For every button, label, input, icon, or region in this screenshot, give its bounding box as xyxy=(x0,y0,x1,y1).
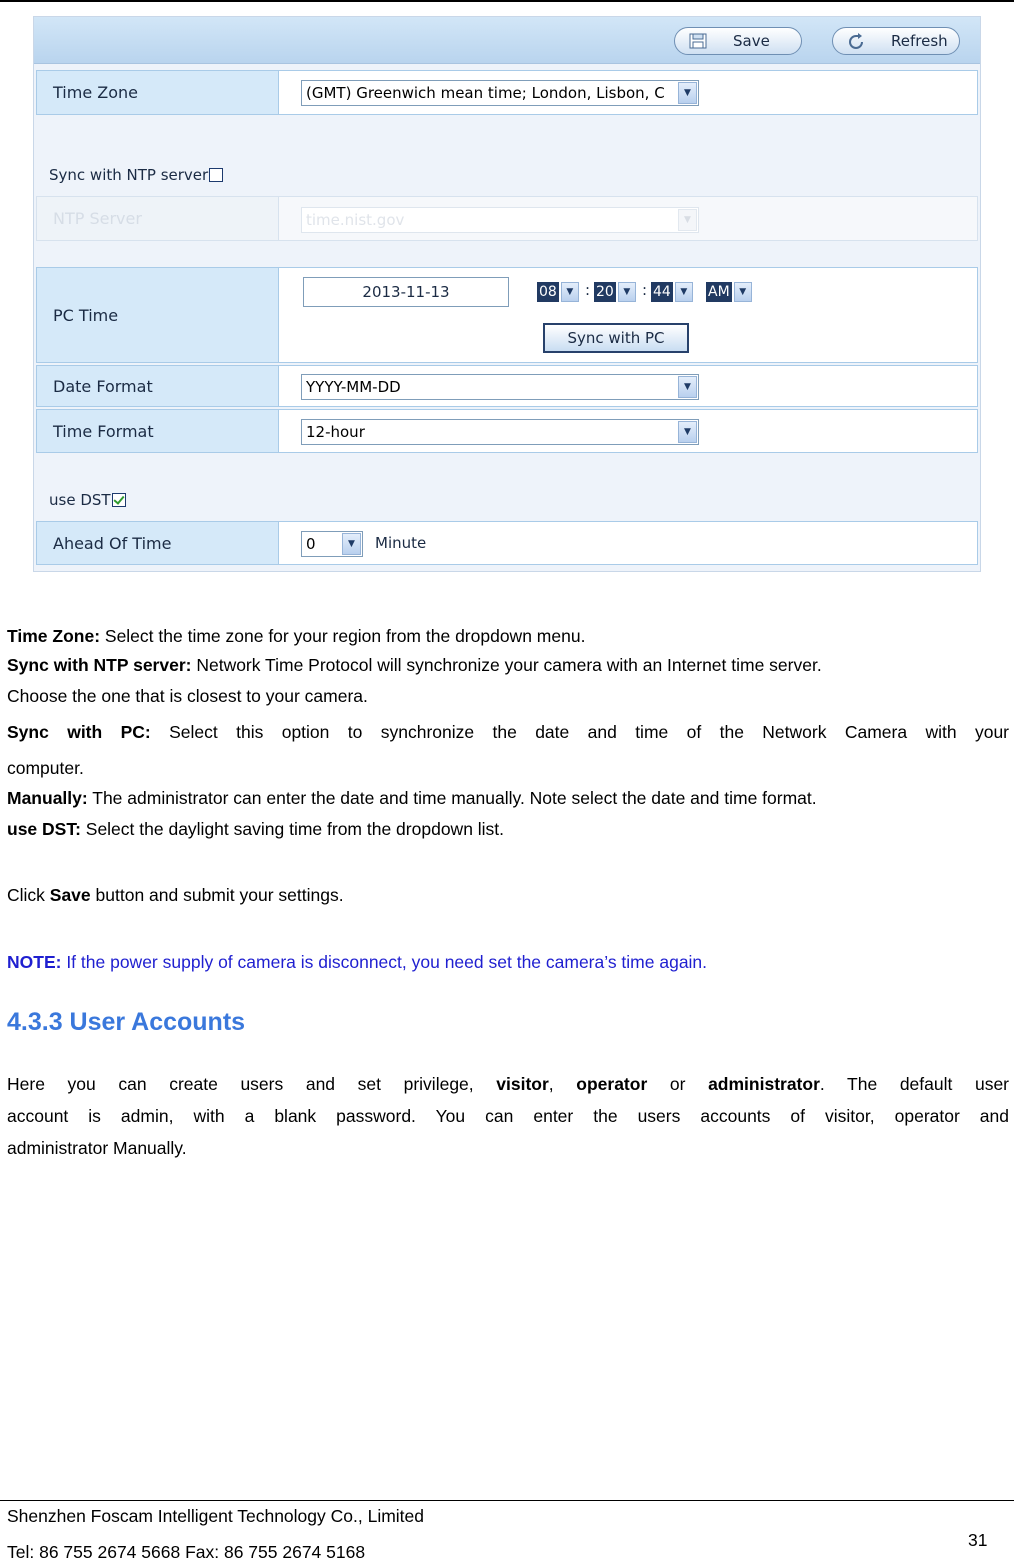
page-number: 31 xyxy=(968,1530,988,1550)
use-dst-checkbox[interactable] xyxy=(112,493,126,507)
chevron-down-icon: ▼ xyxy=(618,282,636,302)
use-dst-field xyxy=(49,490,126,510)
time-format-row xyxy=(36,409,978,453)
floppy-disk-icon xyxy=(689,33,707,49)
ntp-server-label: NTP Server xyxy=(37,197,279,240)
manually-desc: The administrator can enter the date and time manually. Note select the date and time format. xyxy=(87,788,817,808)
user-accounts-line-3: administrator Manually. xyxy=(7,1138,187,1158)
sync-pc-paragraph xyxy=(7,722,1009,743)
time-zone-desc: Select the time zone for your region from the dropdown menu. xyxy=(100,626,586,646)
chevron-down-icon: ▼ xyxy=(342,533,361,555)
user-accounts-line-1 xyxy=(7,1074,1009,1095)
pc-time-row xyxy=(36,267,978,363)
save-button-label: Save xyxy=(733,32,770,50)
date-format-label: Date Format xyxy=(37,366,279,406)
top-rule xyxy=(0,0,1014,2)
ntp-server-row xyxy=(36,196,978,241)
ahead-of-time-row xyxy=(36,521,978,565)
hour-value: 08 xyxy=(539,284,557,300)
pc-time-label: PC Time xyxy=(37,268,279,362)
time-format-select[interactable] xyxy=(301,419,699,445)
sync-ntp-label: Sync with NTP server xyxy=(49,166,209,184)
time-zone-label: Time Zone xyxy=(37,71,279,114)
ampm-select[interactable] xyxy=(706,281,752,303)
ntp-server-select[interactable] xyxy=(301,207,699,233)
time-zone-paragraph xyxy=(7,626,1009,647)
refresh-button-label: Refresh xyxy=(891,32,948,50)
minute-select[interactable] xyxy=(594,281,636,303)
time-zone-select[interactable] xyxy=(301,80,699,106)
click-save-pre: Click xyxy=(7,885,50,905)
sync-ntp-paragraph xyxy=(7,655,1009,676)
refresh-button[interactable] xyxy=(832,27,960,55)
sync-ntp-checkbox[interactable] xyxy=(209,168,223,182)
ahead-of-time-select[interactable] xyxy=(301,531,363,557)
sync-pc-paragraph-cont: computer. xyxy=(7,758,84,778)
user-accounts-line-2: account is admin, with a blank password. You can enter the users accounts of visitor, operator and xyxy=(7,1106,1009,1126)
sync-ntp-desc: Network Time Protocol will synchronize your camera with an Internet time server. xyxy=(191,655,822,675)
time-separator: : xyxy=(642,281,648,299)
time-zone-term: Time Zone: xyxy=(7,626,101,646)
date-format-value: YYYY-MM-DD xyxy=(306,378,401,396)
ahead-of-time-unit: Minute xyxy=(375,534,427,552)
note-desc: If the power supply of camera is disconnect, you need set the camera’s time again. xyxy=(61,952,708,972)
ua-comma: , xyxy=(548,1074,577,1094)
chevron-down-icon: ▼ xyxy=(678,209,697,231)
ua-admin: administrator xyxy=(708,1074,820,1094)
sync-with-pc-button[interactable]: Sync with PC xyxy=(543,323,689,353)
ahead-of-time-label: Ahead Of Time xyxy=(37,522,279,564)
date-format-row xyxy=(36,365,978,407)
footer-contact: Tel: 86 755 2674 5668 Fax: 86 755 2674 5168 xyxy=(7,1542,366,1562)
ua-visitor: visitor xyxy=(496,1074,549,1094)
ua-pre: Here you can create users and set privilege, xyxy=(7,1074,497,1094)
use-dst-paragraph xyxy=(7,819,1009,840)
sync-pc-desc: Select this option to synchronize the date and time of the Network Camera with your xyxy=(150,722,1010,742)
time-format-value: 12-hour xyxy=(306,423,365,441)
use-dst-desc: Select the daylight saving time from the dropdown list. xyxy=(80,819,505,839)
time-format-label: Time Format xyxy=(37,410,279,452)
ua-operator: operator xyxy=(576,1074,648,1094)
toolbar xyxy=(34,17,980,64)
pc-date-input[interactable]: 2013-11-13 xyxy=(303,277,509,307)
ntp-server-value: time.nist.gov xyxy=(306,211,405,229)
sync-ntp-field xyxy=(49,165,223,185)
use-dst-term: use DST: xyxy=(7,819,81,839)
footer-company: Shenzhen Foscam Intelligent Technology Co., Limited xyxy=(7,1506,425,1526)
time-zone-value: (GMT) Greenwich mean time; London, Lisbon, C xyxy=(306,84,665,102)
second-value: 44 xyxy=(653,284,671,300)
second-select[interactable] xyxy=(651,281,693,303)
settings-panel xyxy=(33,16,981,572)
chevron-down-icon: ▼ xyxy=(678,82,697,104)
sync-ntp-term: Sync with NTP server: xyxy=(7,655,192,675)
note-paragraph xyxy=(7,952,1009,973)
note-term: NOTE: xyxy=(7,952,62,972)
click-save-paragraph xyxy=(7,885,1009,906)
click-save-term: Save xyxy=(49,885,91,905)
manually-paragraph xyxy=(7,788,1009,809)
sync-ntp-paragraph-cont: Choose the one that is closest to your camera. xyxy=(7,686,368,706)
time-zone-row xyxy=(36,70,978,115)
ampm-value: AM xyxy=(708,284,730,300)
footer-rule xyxy=(0,1500,1014,1501)
ua-or: or xyxy=(647,1074,709,1094)
use-dst-label: use DST xyxy=(49,491,111,509)
refresh-arrow-icon xyxy=(847,33,865,49)
click-save-post: button and submit your settings. xyxy=(90,885,344,905)
chevron-down-icon: ▼ xyxy=(561,282,579,302)
minute-value: 20 xyxy=(596,284,614,300)
chevron-down-icon: ▼ xyxy=(678,376,697,398)
chevron-down-icon: ▼ xyxy=(675,282,693,302)
ahead-of-time-value: 0 xyxy=(306,535,316,553)
manually-term: Manually: xyxy=(7,788,88,808)
hour-select[interactable] xyxy=(537,281,579,303)
chevron-down-icon: ▼ xyxy=(678,421,697,443)
save-button[interactable] xyxy=(674,27,802,55)
ua-post: . The default user xyxy=(819,1074,1010,1094)
section-heading: 4.3.3 User Accounts xyxy=(7,1008,246,1036)
sync-pc-term: Sync with PC: xyxy=(7,722,151,742)
date-format-select[interactable] xyxy=(301,374,699,400)
chevron-down-icon: ▼ xyxy=(734,282,752,302)
time-separator: : xyxy=(585,281,591,299)
